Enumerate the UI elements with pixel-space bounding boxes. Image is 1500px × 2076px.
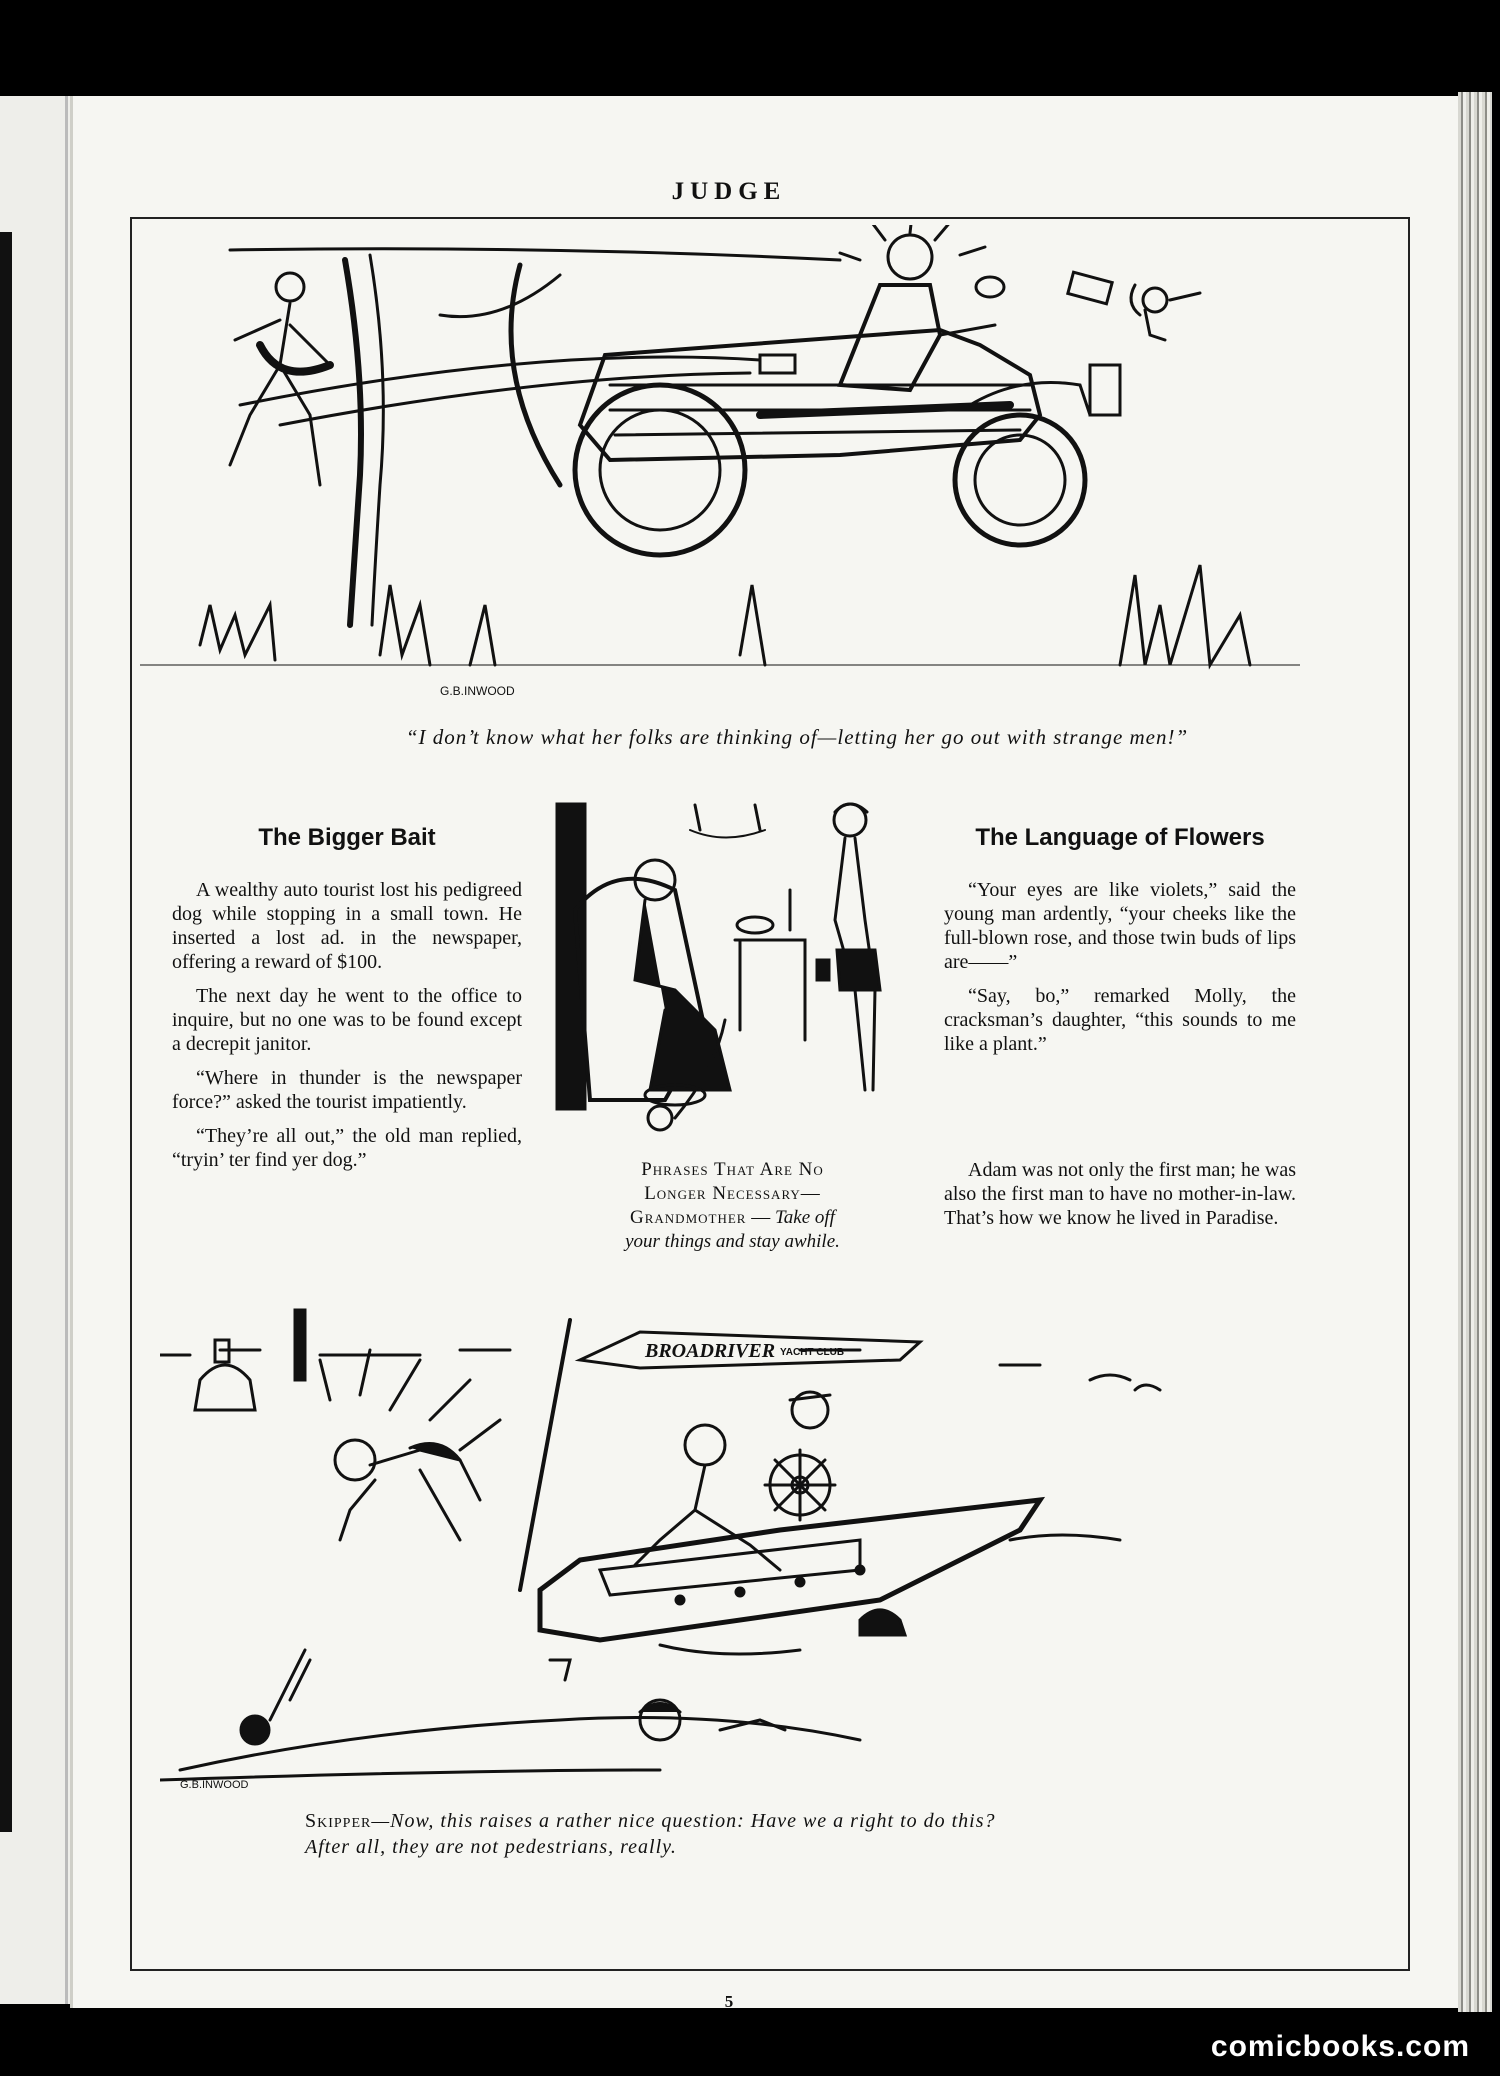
- language-of-flowers-article: [944, 826, 1296, 1066]
- bigger-bait-paragraph-2: The next day he went to the office to inquire, but no one was to be found except a decrepit janitor.: [172, 985, 522, 1055]
- yacht-cartoon-illustration: [160, 1300, 1320, 1790]
- bottom-cartoon-caption: [305, 1808, 1285, 1860]
- language-of-flowers-paragraph-1: “Your eyes are like violets,” said the young man ardently, “your cheeks like the full-blown rose, and those twin buds of lips are——”: [944, 879, 1296, 973]
- yacht-pennant-subtext: YACHT CLUB: [780, 1347, 845, 1358]
- phrases-quote-part-1: Take off: [774, 1207, 835, 1228]
- car-cartoon-illustration: [140, 225, 1300, 715]
- phrases-dash: —: [746, 1207, 775, 1228]
- bigger-bait-paragraph-4: “They’re all out,” the old man replied, “tryin’ ter find yer dog.”: [172, 1125, 522, 1171]
- page-stack-edges: [1458, 92, 1492, 2012]
- top-cartoon-caption: “I don’t know what her folks are thinking of—letting her go out with strange men!”: [405, 725, 1189, 749]
- adam-paragraph: [944, 1158, 1296, 1240]
- language-of-flowers-paragraph-2: “Say, bo,” remarked Molly, the cracksman’s daughter, “this sounds to me like a plant.”: [944, 985, 1296, 1055]
- phrases-caption-line-2: Longer Necessary—: [644, 1183, 821, 1204]
- bigger-bait-heading: The Bigger Bait: [258, 824, 436, 851]
- adam-text: Adam was not only the first man; he was also the first man to have no mother-in-law. That’s how we know he lived in Paradise.: [944, 1159, 1296, 1229]
- magazine-title: JUDGE: [671, 178, 787, 205]
- phrases-speaker: Grandmother: [630, 1207, 747, 1228]
- phrases-caption-line-3: [565, 1206, 900, 1230]
- left-page-print-strip: [0, 232, 12, 1832]
- phrases-caption-line-1: Phrases That Are No: [641, 1159, 824, 1180]
- top-cartoon-signature: G.B.INWOOD: [440, 684, 515, 698]
- bottom-cartoon-signature: G.B.INWOOD: [180, 1779, 249, 1790]
- bottom-caption-text-1: —Now, this raises a rather nice question: Have we a right to do this?: [371, 1810, 996, 1832]
- page-number: 5: [724, 1992, 734, 2011]
- yacht-pennant-text: BROADRIVER: [645, 1340, 776, 1362]
- grandmother-cartoon-illustration: [555, 800, 915, 1140]
- phrases-caption-line-4: your things and stay awhile.: [625, 1231, 840, 1252]
- bottom-caption-line-1: [305, 1808, 1285, 1834]
- bottom-caption-line-2: After all, they are not pedestrians, really.: [305, 1836, 677, 1858]
- phrases-cartoon-caption: [565, 1158, 900, 1254]
- language-of-flowers-heading: The Language of Flowers: [975, 824, 1265, 851]
- bigger-bait-paragraph-1: A wealthy auto tourist lost his pedigreed dog while stopping in a small town. He inserted a lost ad. in the newspaper, offering a reward of $100.: [172, 879, 522, 973]
- site-watermark: comicbooks.com: [1210, 2030, 1470, 2063]
- skipper-speaker: Skipper: [305, 1810, 372, 1832]
- bigger-bait-article: [172, 826, 522, 1182]
- bigger-bait-paragraph-3: “Where in thunder is the newspaper force?” asked the tourist impatiently.: [172, 1067, 522, 1113]
